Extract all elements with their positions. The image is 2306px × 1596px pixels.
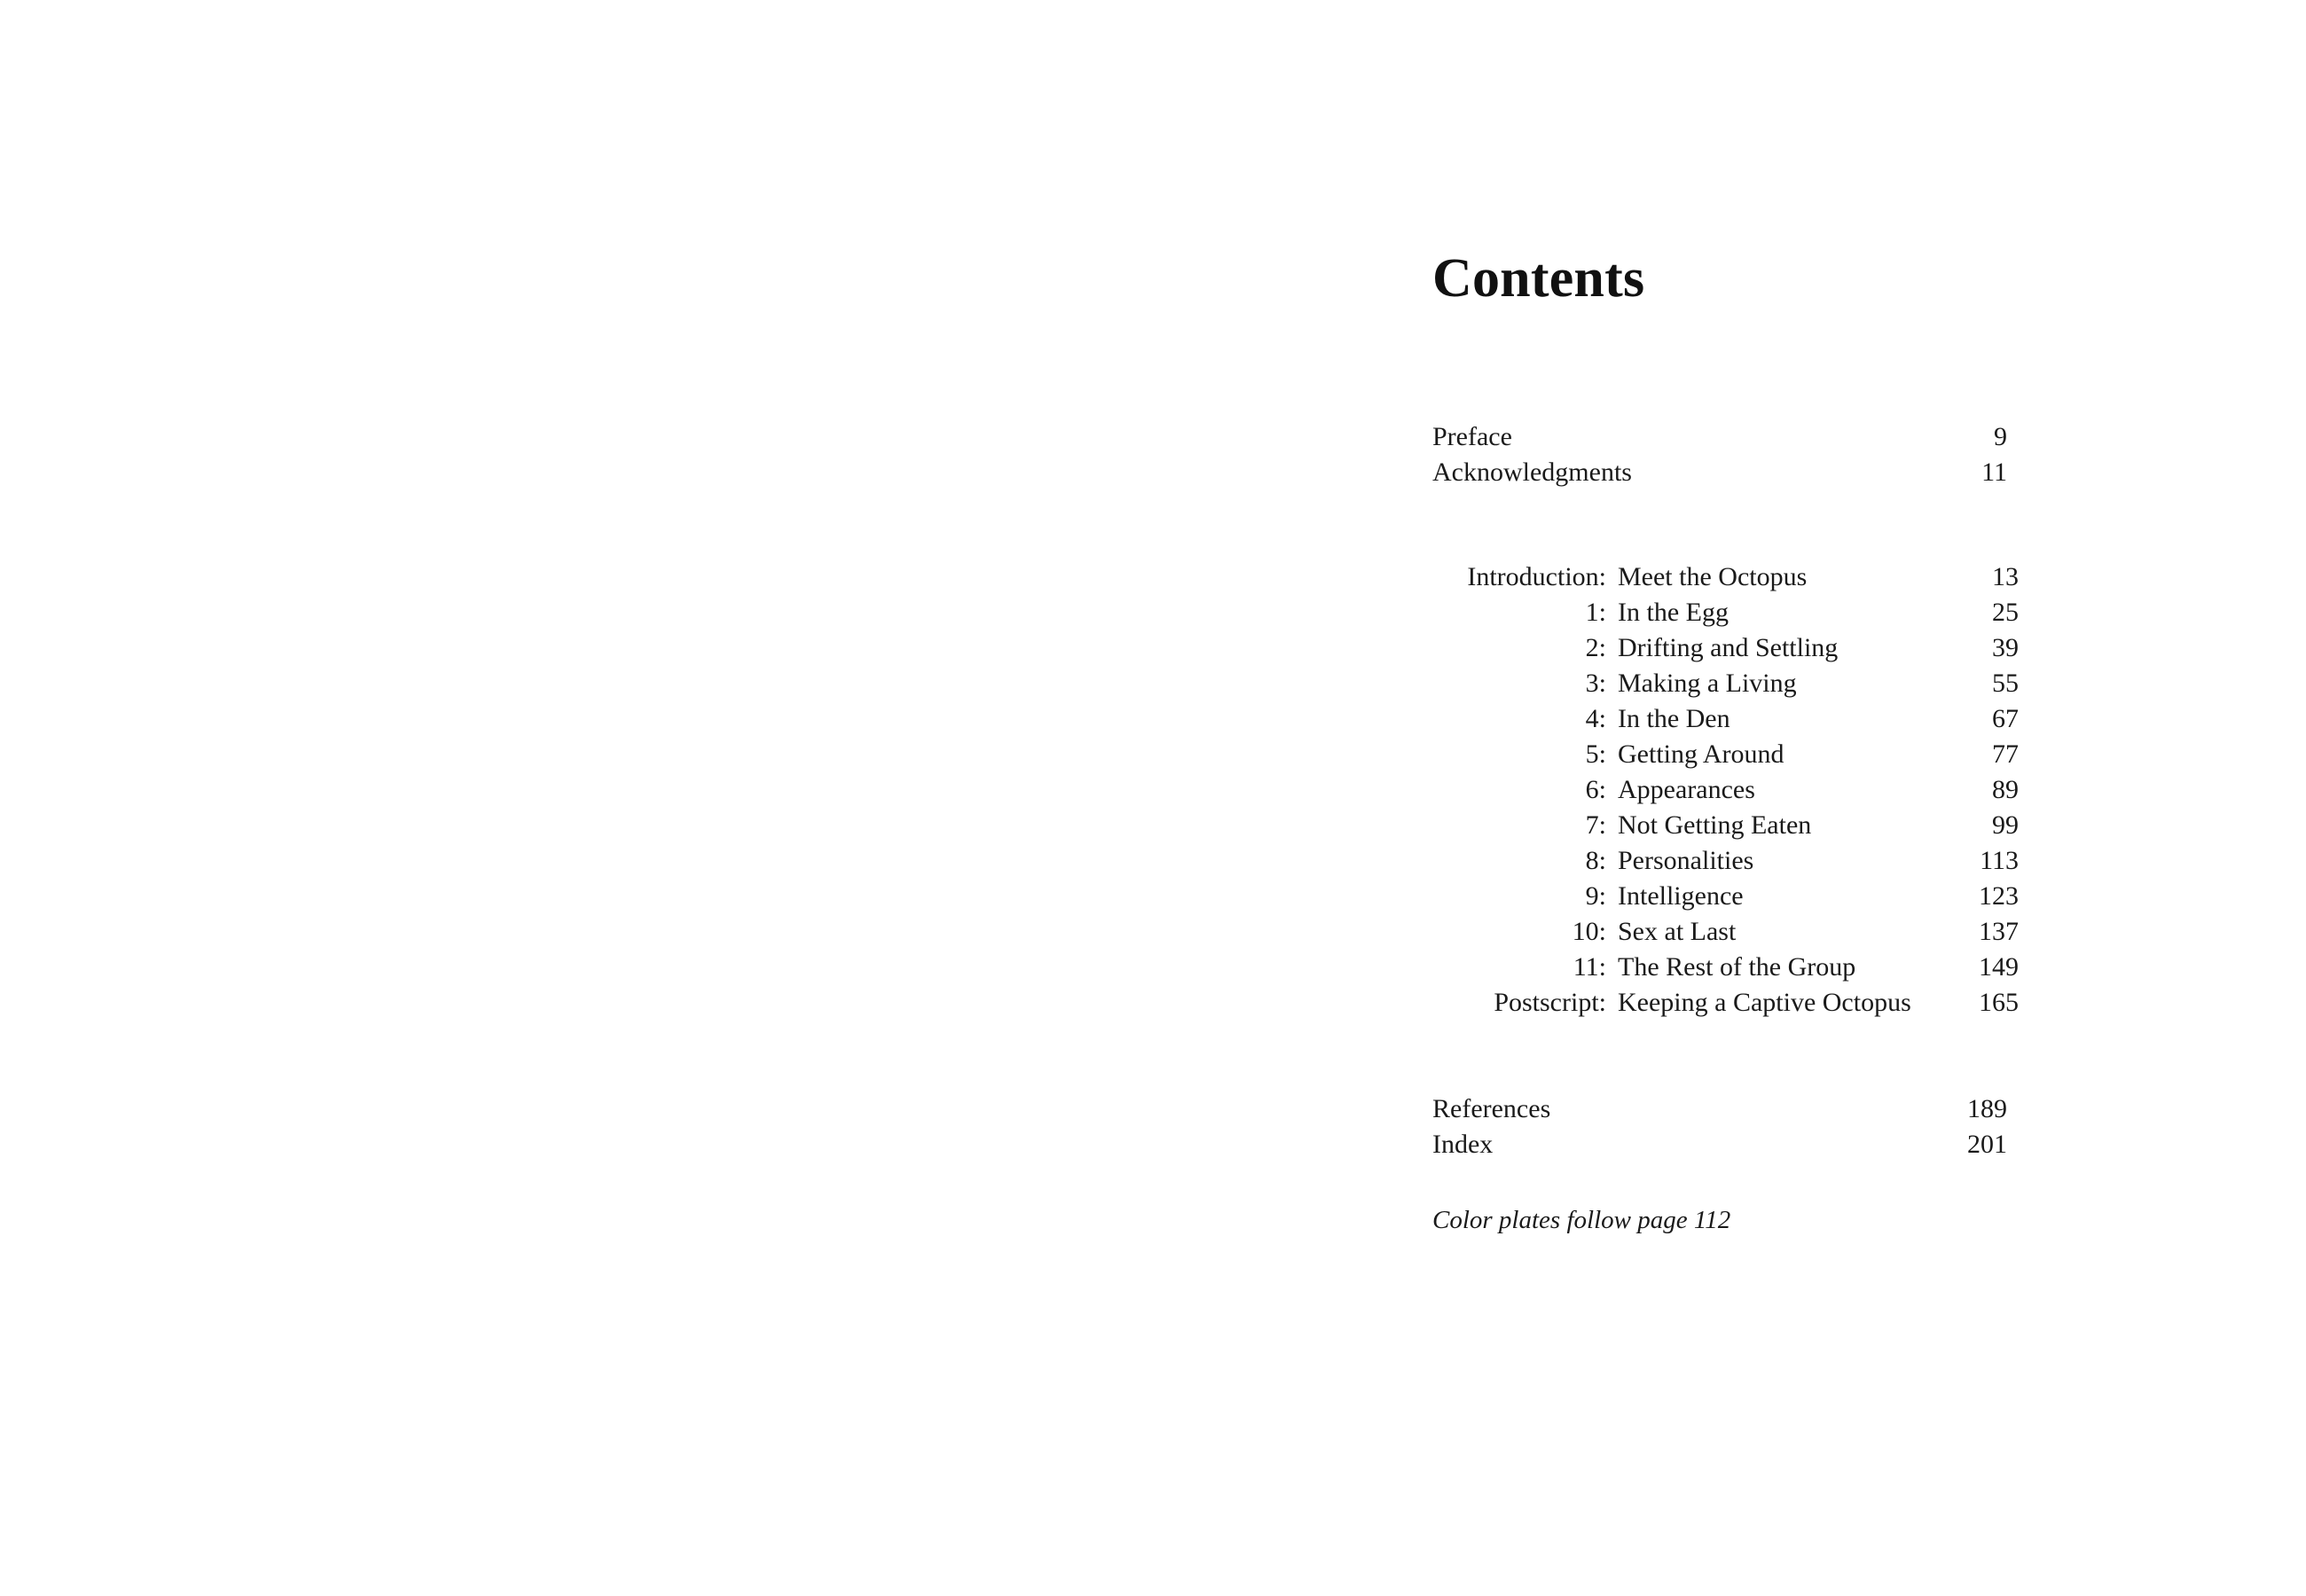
chapter-page: 77 bbox=[1992, 739, 2019, 770]
front-matter-list bbox=[1432, 419, 2007, 490]
front-matter-page: 11 bbox=[1981, 458, 2007, 488]
chapter-page: 67 bbox=[1992, 704, 2019, 734]
chapter-title: Drifting and Settling bbox=[1618, 633, 1839, 663]
chapter-title: Appearances bbox=[1618, 775, 1755, 805]
table-of-contents bbox=[1432, 248, 2053, 1237]
table-row[interactable] bbox=[1432, 950, 2019, 985]
chapter-title: Keeping a Captive Octopus bbox=[1618, 988, 1911, 1018]
front-matter-name: Acknowledgments bbox=[1432, 458, 1632, 488]
chapter-page: 39 bbox=[1992, 633, 2019, 663]
table-row[interactable] bbox=[1432, 595, 2019, 630]
chapter-title: Personalities bbox=[1618, 846, 1754, 876]
chapter-page: 113 bbox=[1980, 846, 2019, 876]
table-row[interactable] bbox=[1432, 879, 2019, 914]
table-row[interactable] bbox=[1432, 843, 2019, 879]
chapter-label: 2: bbox=[1585, 633, 1606, 663]
table-row[interactable] bbox=[1432, 808, 2019, 843]
chapter-title: Making a Living bbox=[1618, 669, 1797, 699]
table-row[interactable] bbox=[1432, 701, 2019, 737]
back-matter-name: References bbox=[1432, 1094, 1551, 1124]
chapter-title: In the Egg bbox=[1618, 598, 1729, 628]
chapter-label: 7: bbox=[1585, 810, 1606, 841]
chapter-page: 137 bbox=[1979, 917, 2019, 947]
table-row[interactable] bbox=[1432, 666, 2019, 701]
list-item[interactable] bbox=[1432, 419, 2007, 455]
table-row[interactable] bbox=[1432, 737, 2019, 772]
chapter-label: 11: bbox=[1573, 952, 1606, 982]
chapter-page: 165 bbox=[1979, 988, 2019, 1018]
table-row[interactable] bbox=[1432, 914, 2019, 950]
chapter-title: Meet the Octopus bbox=[1618, 562, 1808, 592]
front-matter-page: 9 bbox=[1994, 422, 2007, 452]
back-matter-page: 189 bbox=[1967, 1094, 2007, 1124]
table-row[interactable] bbox=[1432, 630, 2019, 666]
chapter-label: Postscript: bbox=[1494, 988, 1606, 1018]
list-item[interactable] bbox=[1432, 455, 2007, 490]
chapter-page: 123 bbox=[1979, 881, 2019, 911]
chapter-title: Intelligence bbox=[1618, 881, 1744, 911]
chapter-title: Sex at Last bbox=[1618, 917, 1737, 947]
chapter-page: 25 bbox=[1992, 598, 2019, 628]
chapter-label: 9: bbox=[1585, 881, 1606, 911]
chapter-label: 10: bbox=[1572, 917, 1606, 947]
chapter-title: In the Den bbox=[1618, 704, 1730, 734]
chapter-label: 1: bbox=[1585, 598, 1606, 628]
chapter-page: 89 bbox=[1992, 775, 2019, 805]
table-row[interactable] bbox=[1432, 985, 2019, 1021]
chapter-label: 5: bbox=[1585, 739, 1606, 770]
chapter-label: 8: bbox=[1585, 846, 1606, 876]
page-title: Contents bbox=[1432, 248, 1645, 309]
chapter-label: Introduction: bbox=[1467, 562, 1606, 592]
chapter-label: 3: bbox=[1585, 669, 1606, 699]
back-matter-page: 201 bbox=[1967, 1130, 2007, 1160]
chapter-label: 6: bbox=[1585, 775, 1606, 805]
list-item[interactable] bbox=[1432, 1091, 2007, 1127]
table-row[interactable] bbox=[1432, 559, 2019, 595]
chapter-page: 149 bbox=[1979, 952, 2019, 982]
chapter-page: 55 bbox=[1992, 669, 2019, 699]
chapter-title: The Rest of the Group bbox=[1618, 952, 1856, 982]
chapter-page: 99 bbox=[1992, 810, 2019, 841]
chapter-page: 13 bbox=[1992, 562, 2019, 592]
list-item[interactable] bbox=[1432, 1127, 2007, 1162]
back-matter-name: Index bbox=[1432, 1130, 1494, 1160]
chapter-title: Not Getting Eaten bbox=[1618, 810, 1812, 841]
back-matter-list bbox=[1432, 1091, 2007, 1162]
chapter-label: 4: bbox=[1585, 704, 1606, 734]
table-row[interactable] bbox=[1432, 772, 2019, 808]
color-plates-note: Color plates follow page 112 bbox=[1432, 1206, 1731, 1235]
front-matter-name: Preface bbox=[1432, 422, 1512, 452]
chapter-title: Getting Around bbox=[1618, 739, 1784, 770]
chapter-list bbox=[1432, 559, 2019, 1021]
